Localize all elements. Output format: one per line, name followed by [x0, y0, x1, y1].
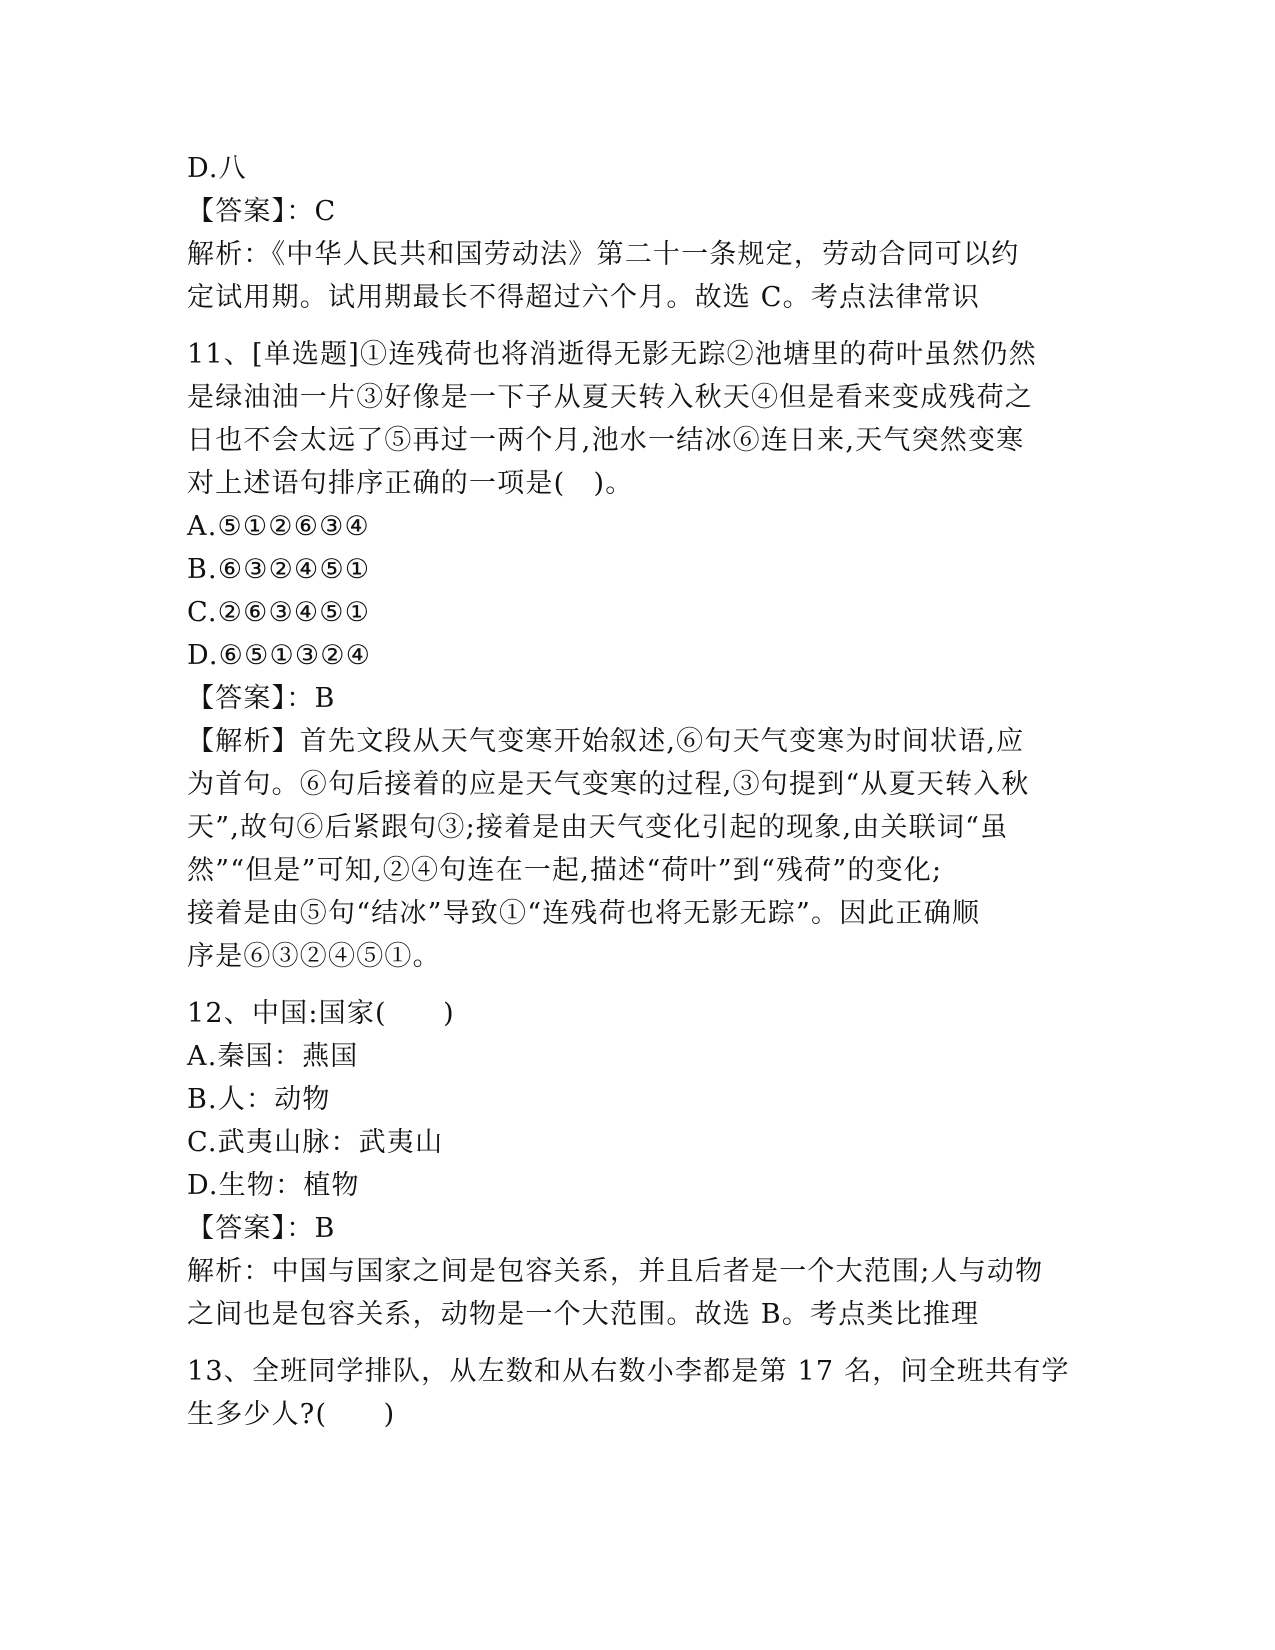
- question-stem-line: 12、中国:国家( ): [187, 998, 455, 1029]
- option-b: B.人：动物: [187, 1084, 331, 1115]
- answer-line: 【答案】：B: [187, 683, 336, 714]
- answer-line: 【答案】：C: [187, 196, 337, 227]
- spacer: [187, 1336, 1087, 1350]
- option-d: D.⑥⑤①③②④: [187, 640, 372, 671]
- analysis-line: 【解析】首先文段从天气变寒开始叙述,⑥句天气变寒为时间状语,应: [187, 726, 1025, 757]
- analysis-line: 序是⑥③②④⑤①。: [187, 941, 441, 972]
- analysis-line: 解析：中国与国家之间是包容关系，并且后者是一个大范围;人与动物: [187, 1256, 1044, 1287]
- option-d: D.生物：植物: [187, 1170, 360, 1201]
- analysis-line: 接着是由⑤句“结冰”导致①“连残荷也将无影无踪”。因此正确顺: [187, 898, 981, 929]
- answer-line: 【答案】：B: [187, 1213, 336, 1244]
- question-stem-line: 对上述语句排序正确的一项是( )。: [187, 468, 634, 499]
- option-c: C.武夷山脉：武夷山: [187, 1127, 444, 1158]
- question-stem-line: 是绿油油一片③好像是一下子从夏天转入秋天④但是看来变成残荷之: [187, 382, 1033, 413]
- analysis-line: 天”,故句⑥后紧跟句③;接着是由天气变化引起的现象,由关联词“虽: [187, 812, 1009, 843]
- analysis-line: 定试用期。试用期最长不得超过六个月。故选 C。考点法律常识: [187, 282, 981, 313]
- option-c: C.②⑥③④⑤①: [187, 597, 371, 628]
- question-stem-line: 11、[单选题]①连残荷也将消逝得无影无踪②池塘里的荷叶虽然仍然: [187, 339, 1037, 370]
- analysis-line: 为首句。⑥句后接着的应是天气变寒的过程,③句提到“从夏天转入秋: [187, 769, 1030, 800]
- option-d: D.八: [187, 153, 247, 184]
- question-stem-line: 13、全班同学排队，从左数和从右数小李都是第 17 名，问全班共有学: [187, 1356, 1070, 1387]
- spacer: [187, 978, 1087, 992]
- option-a: A.⑤①②⑥③④: [187, 511, 370, 542]
- analysis-line: 之间也是包容关系，动物是一个大范围。故选 B。考点类比推理: [187, 1299, 980, 1330]
- option-a: A.秦国：燕国: [187, 1041, 359, 1072]
- spacer: [187, 319, 1087, 333]
- option-b: B.⑥③②④⑤①: [187, 554, 371, 585]
- analysis-line: 然”“但是”可知,②④句连在一起,描述“荷叶”到“残荷”的变化;: [187, 855, 943, 886]
- page-content: [187, 147, 1087, 1436]
- question-stem-line: 生多少人?( ): [187, 1399, 396, 1430]
- analysis-line: 解析：《中华人民共和国劳动法》第二十一条规定，劳动合同可以约: [187, 239, 1020, 270]
- question-stem-line: 日也不会太远了⑤再过一两个月,池水一结冰⑥连日来,天气突然变寒: [187, 425, 1025, 456]
